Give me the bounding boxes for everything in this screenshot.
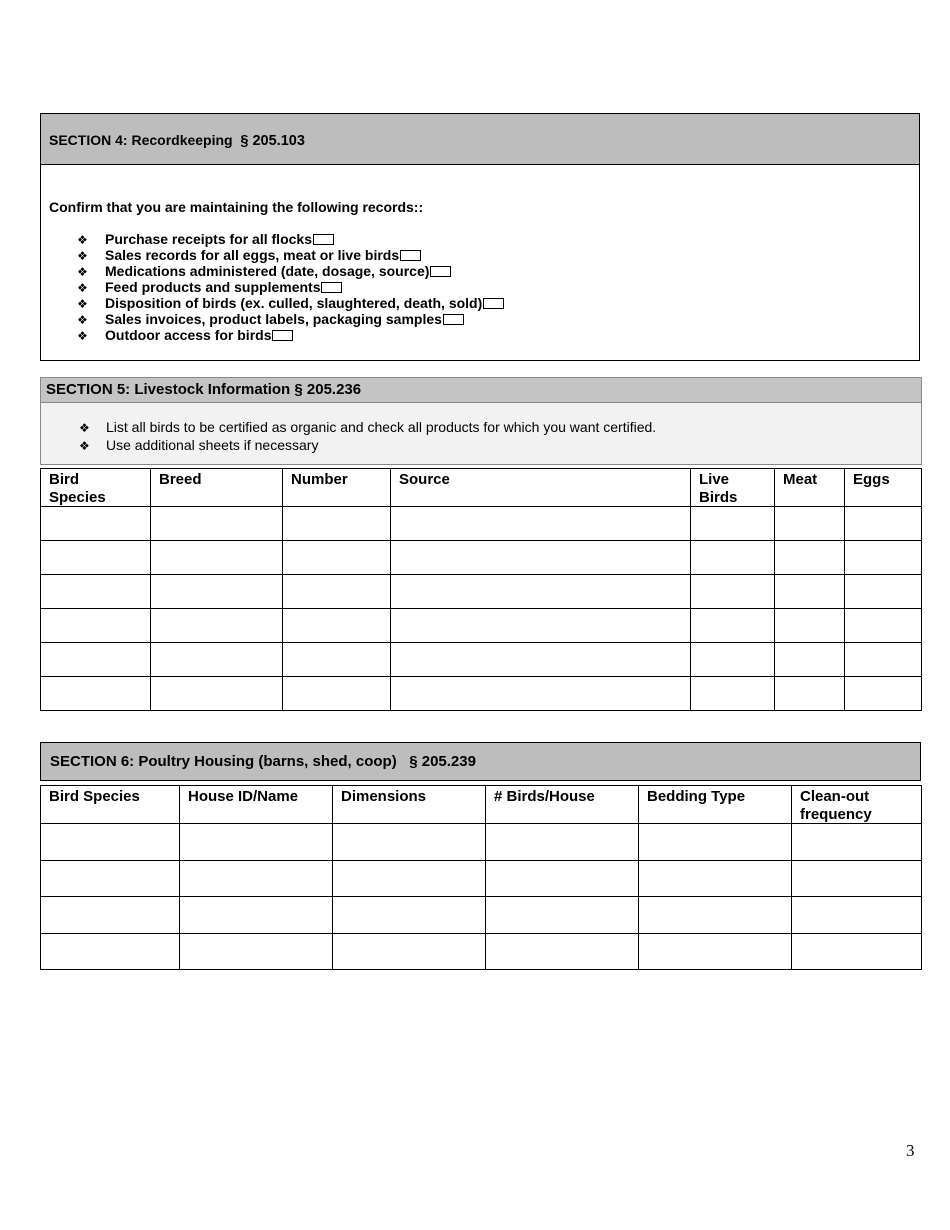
col-source: Source bbox=[391, 469, 691, 507]
record-item-medications bbox=[77, 263, 504, 279]
table-cell[interactable] bbox=[180, 933, 333, 970]
section-4-header bbox=[41, 114, 919, 165]
table-cell[interactable] bbox=[283, 541, 391, 575]
col-meat: Meat bbox=[775, 469, 845, 507]
table-cell[interactable] bbox=[775, 541, 845, 575]
table-cell[interactable] bbox=[845, 507, 922, 541]
table-cell[interactable] bbox=[151, 643, 283, 677]
col-birds-per-house: # Birds/House bbox=[486, 786, 639, 824]
record-item-purchase-receipts bbox=[77, 231, 504, 247]
table-cell[interactable] bbox=[41, 507, 151, 541]
table-cell[interactable] bbox=[41, 824, 180, 861]
table-cell[interactable] bbox=[691, 541, 775, 575]
record-item-label: Disposition of birds (ex. culled, slaughtered, death, sold) bbox=[105, 295, 483, 311]
table-cell[interactable] bbox=[283, 507, 391, 541]
diamond-bullet-icon: ❖ bbox=[77, 265, 88, 279]
outdoor-access-checkbox[interactable] bbox=[272, 330, 293, 341]
table-cell[interactable] bbox=[486, 933, 639, 970]
table-cell[interactable] bbox=[151, 677, 283, 711]
diamond-bullet-icon: ❖ bbox=[77, 297, 88, 311]
table-cell[interactable] bbox=[691, 507, 775, 541]
table-cell[interactable] bbox=[792, 860, 922, 897]
col-live-birds: Live Birds bbox=[691, 469, 775, 507]
table-cell[interactable] bbox=[283, 609, 391, 643]
col-clean-out-frequency: Clean-out frequency bbox=[792, 786, 922, 824]
table-cell[interactable] bbox=[180, 824, 333, 861]
table-cell[interactable] bbox=[333, 860, 486, 897]
table-row bbox=[41, 860, 922, 897]
record-item-sales-invoices bbox=[77, 311, 504, 327]
table-cell[interactable] bbox=[391, 677, 691, 711]
section-6-title: SECTION 6: Poultry Housing (barns, shed, coop) bbox=[50, 753, 397, 770]
table-cell[interactable] bbox=[41, 933, 180, 970]
table-cell[interactable] bbox=[41, 541, 151, 575]
records-confirm-text: Confirm that you are maintaining the following records:: bbox=[49, 199, 424, 215]
table-row bbox=[41, 677, 922, 711]
record-item-sales-records bbox=[77, 247, 504, 263]
table-header-row bbox=[41, 786, 922, 824]
purchase-receipts-checkbox[interactable] bbox=[313, 234, 334, 245]
record-item-outdoor-access bbox=[77, 327, 504, 343]
table-cell[interactable] bbox=[391, 609, 691, 643]
section-4-recordkeeping bbox=[40, 113, 920, 361]
diamond-bullet-icon: ❖ bbox=[77, 233, 88, 247]
table-row bbox=[41, 933, 922, 970]
livestock-table bbox=[40, 468, 922, 711]
table-cell[interactable] bbox=[333, 824, 486, 861]
section-5-notes bbox=[79, 419, 656, 454]
table-cell[interactable] bbox=[391, 507, 691, 541]
table-cell[interactable] bbox=[151, 507, 283, 541]
col-bird-species: Bird Species bbox=[41, 786, 180, 824]
table-cell[interactable] bbox=[775, 507, 845, 541]
table-cell[interactable] bbox=[391, 541, 691, 575]
table-cell[interactable] bbox=[691, 609, 775, 643]
table-cell[interactable] bbox=[845, 609, 922, 643]
record-item-label: Medications administered (date, dosage, source) bbox=[105, 263, 430, 279]
table-cell[interactable] bbox=[845, 575, 922, 609]
table-cell[interactable] bbox=[283, 643, 391, 677]
table-header-row bbox=[41, 469, 922, 507]
feed-products-checkbox[interactable] bbox=[321, 282, 342, 293]
table-cell[interactable] bbox=[792, 824, 922, 861]
section-5-title: SECTION 5: Livestock Information § 205.236 bbox=[41, 378, 921, 403]
table-cell[interactable] bbox=[691, 643, 775, 677]
table-row bbox=[41, 609, 922, 643]
table-cell[interactable] bbox=[845, 677, 922, 711]
section-4-ref: § 205.103 bbox=[240, 133, 305, 149]
table-cell[interactable] bbox=[845, 643, 922, 677]
table-cell[interactable] bbox=[792, 933, 922, 970]
poultry-housing-table bbox=[40, 785, 922, 970]
table-cell[interactable] bbox=[486, 860, 639, 897]
table-cell[interactable] bbox=[41, 677, 151, 711]
record-item-label: Outdoor access for birds bbox=[105, 327, 272, 343]
table-row bbox=[41, 507, 922, 541]
section-4-title: SECTION 4: Recordkeeping bbox=[49, 132, 233, 148]
diamond-bullet-icon: ❖ bbox=[77, 281, 88, 295]
diamond-bullet-icon: ❖ bbox=[79, 421, 90, 435]
col-house-id: House ID/Name bbox=[180, 786, 333, 824]
table-cell[interactable] bbox=[180, 897, 333, 934]
table-cell[interactable] bbox=[775, 575, 845, 609]
diamond-bullet-icon: ❖ bbox=[79, 438, 90, 453]
disposition-checkbox[interactable] bbox=[483, 298, 504, 309]
sales-records-checkbox[interactable] bbox=[400, 250, 421, 261]
col-breed: Breed bbox=[151, 469, 283, 507]
note-item bbox=[79, 419, 656, 437]
table-cell[interactable] bbox=[41, 609, 151, 643]
table-cell[interactable] bbox=[151, 575, 283, 609]
record-item-disposition bbox=[77, 295, 504, 311]
table-cell[interactable] bbox=[41, 575, 151, 609]
table-cell[interactable] bbox=[151, 609, 283, 643]
table-row bbox=[41, 575, 922, 609]
record-item-feed-products bbox=[77, 279, 504, 295]
col-bird-species: Bird Species bbox=[41, 469, 151, 507]
records-checklist bbox=[77, 231, 504, 343]
table-row bbox=[41, 824, 922, 861]
table-cell[interactable] bbox=[691, 677, 775, 711]
sales-invoices-checkbox[interactable] bbox=[443, 314, 464, 325]
col-eggs: Eggs bbox=[845, 469, 922, 507]
section-6-ref: § 205.239 bbox=[409, 753, 476, 770]
table-cell[interactable] bbox=[775, 677, 845, 711]
table-cell[interactable] bbox=[391, 575, 691, 609]
table-cell[interactable] bbox=[639, 933, 792, 970]
table-cell[interactable] bbox=[151, 541, 283, 575]
table-cell[interactable] bbox=[639, 860, 792, 897]
section-5-livestock bbox=[40, 377, 922, 465]
note-text: Use additional sheets if necessary bbox=[106, 436, 319, 453]
table-cell[interactable] bbox=[691, 575, 775, 609]
col-dimensions: Dimensions bbox=[333, 786, 486, 824]
table-row bbox=[41, 541, 922, 575]
col-bedding-type: Bedding Type bbox=[639, 786, 792, 824]
record-item-label: Sales invoices, product labels, packaging samples bbox=[105, 311, 442, 327]
col-number: Number bbox=[283, 469, 391, 507]
record-item-label: Feed products and supplements bbox=[105, 279, 321, 295]
note-item bbox=[79, 437, 656, 455]
note-text: List all birds to be certified as organic and check all products for which you want certified. bbox=[106, 419, 657, 435]
table-cell[interactable] bbox=[845, 541, 922, 575]
table-cell[interactable] bbox=[639, 897, 792, 934]
table-cell[interactable] bbox=[283, 677, 391, 711]
table-cell[interactable] bbox=[775, 609, 845, 643]
table-cell[interactable] bbox=[792, 897, 922, 934]
section-6-header bbox=[40, 742, 921, 781]
diamond-bullet-icon: ❖ bbox=[77, 249, 88, 263]
table-cell[interactable] bbox=[41, 897, 180, 934]
table-row bbox=[41, 643, 922, 677]
diamond-bullet-icon: ❖ bbox=[77, 329, 88, 343]
table-cell[interactable] bbox=[775, 643, 845, 677]
medications-checkbox[interactable] bbox=[430, 266, 451, 277]
table-cell[interactable] bbox=[333, 933, 486, 970]
record-item-label: Purchase receipts for all flocks bbox=[105, 231, 312, 247]
table-cell[interactable] bbox=[283, 575, 391, 609]
diamond-bullet-icon: ❖ bbox=[77, 313, 88, 327]
table-cell[interactable] bbox=[391, 643, 691, 677]
table-cell[interactable] bbox=[41, 643, 151, 677]
table-cell[interactable] bbox=[639, 824, 792, 861]
table-cell[interactable] bbox=[333, 897, 486, 934]
page-number: 3 bbox=[906, 1141, 915, 1160]
table-row bbox=[41, 897, 922, 934]
record-item-label: Sales records for all eggs, meat or live birds bbox=[105, 247, 400, 263]
table-cell[interactable] bbox=[41, 860, 180, 897]
table-cell[interactable] bbox=[486, 897, 639, 934]
table-cell[interactable] bbox=[486, 824, 639, 861]
table-cell[interactable] bbox=[180, 860, 333, 897]
